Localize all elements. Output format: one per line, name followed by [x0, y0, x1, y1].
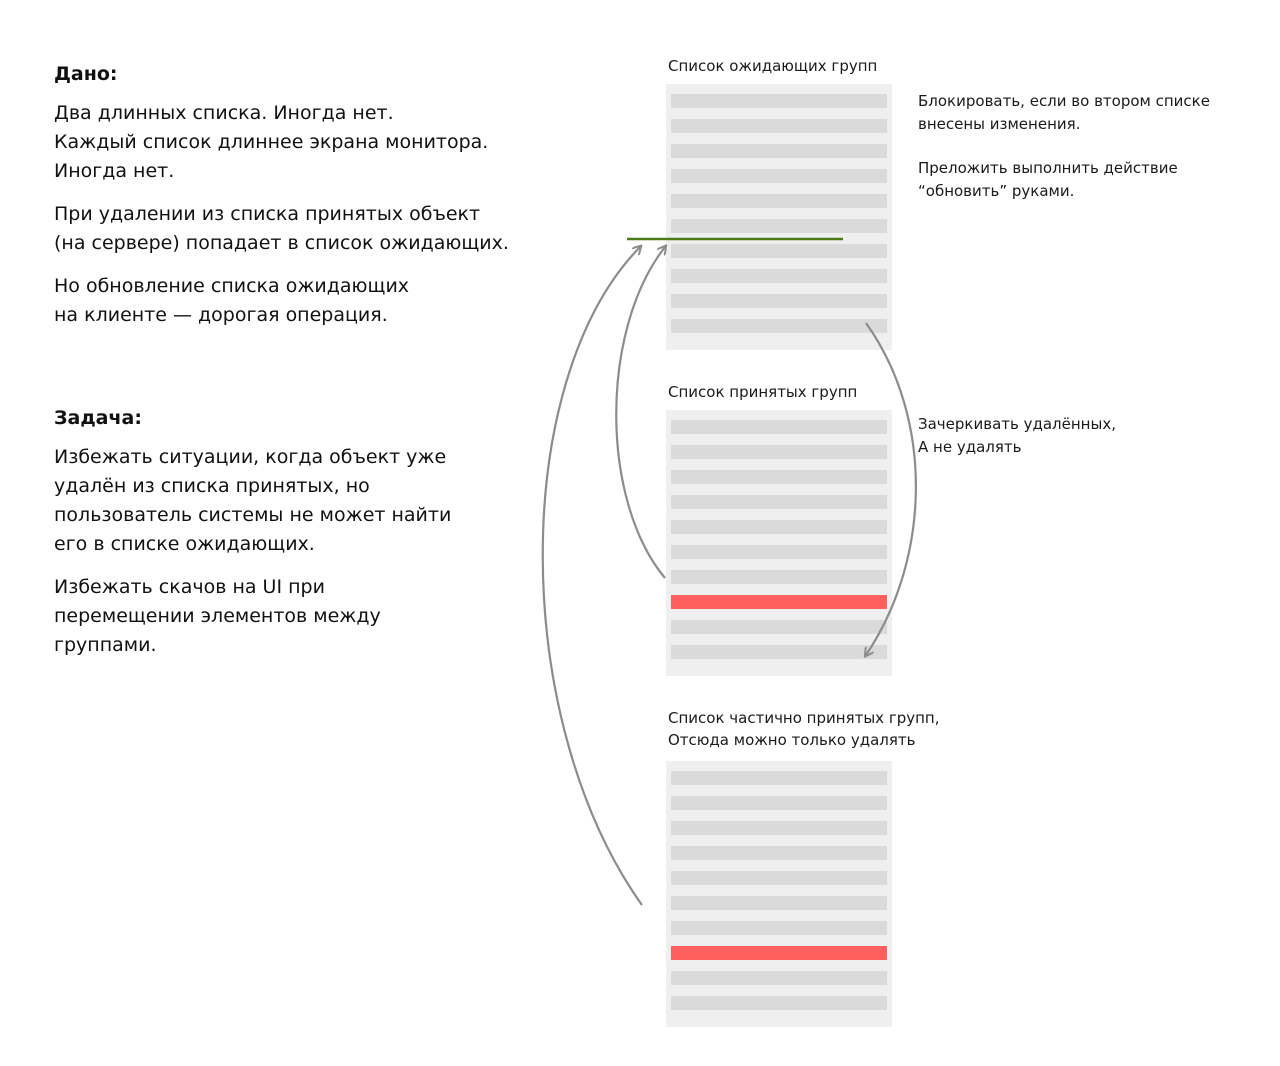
given-heading: Дано: [54, 63, 118, 85]
note-strike: Зачеркивать удалённых, А не удалять [918, 415, 1116, 456]
partial-list-title: Список частично принятых групп, Отсюда можно только удалять [668, 709, 940, 749]
given-paragraph-1: Два длинных списка. Иногда нет. Каждый список длиннее экрана монитора. Иногда нет. [54, 102, 489, 182]
task-paragraph-1: Избежать ситуации, когда объект уже удалён из списка принятых, но пользователь системы не может найти его в списке ожидающих. [54, 446, 452, 555]
given-paragraph-3: Но обновление списка ожидающих на клиенте — дорогая операция. [54, 275, 410, 326]
accepted-list-title: Список принятых групп [668, 383, 858, 401]
arrow-accepted-to-pending [616, 247, 665, 578]
arrow-partial-to-pending [543, 247, 642, 905]
note-suggest: Преложить выполнить действие “обновить” руками. [918, 159, 1178, 200]
given-paragraph-2: При удалении из списка принятых объект (на сервере) попадает в список ожидающих. [54, 203, 509, 254]
task-paragraph-2: Избежать скачов на UI при перемещении элементов между группами. [54, 576, 381, 656]
task-heading: Задача: [54, 407, 142, 429]
arrow-pending-to-accepted [866, 323, 916, 655]
note-block: Блокировать, если во втором списке внесены изменения. [918, 92, 1210, 133]
pending-list-title: Список ожидающих групп [668, 57, 878, 75]
